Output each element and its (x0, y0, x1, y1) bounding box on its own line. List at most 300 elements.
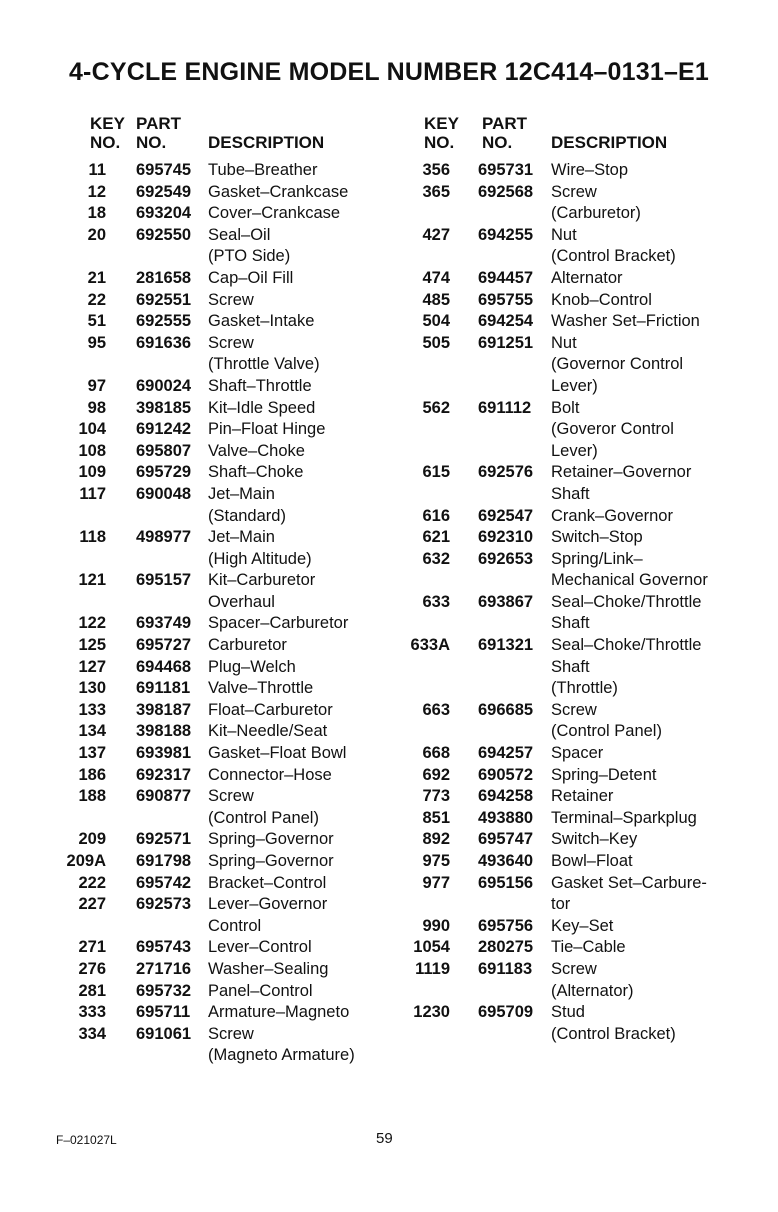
part-number: 691636 (136, 333, 192, 352)
parts-row (60, 765, 390, 787)
parts-row (396, 203, 736, 225)
key-number: 356 (422, 161, 450, 179)
parts-row (396, 786, 736, 808)
parts-row (396, 981, 736, 1003)
part-description: (Control Bracket) (551, 1024, 676, 1043)
part-description: Float–Carburetor (208, 700, 333, 719)
part-description: Shaft–Throttle (208, 376, 312, 395)
part-number: 695756 (478, 916, 534, 935)
part-number: 695732 (136, 981, 192, 1000)
part-description: (Control Bracket) (551, 247, 676, 266)
part-no-header: NO. (482, 133, 513, 152)
parts-row (60, 441, 390, 463)
key-number: 333 (78, 1003, 106, 1022)
part-description: Washer–Sealing (208, 959, 329, 978)
parts-row (60, 203, 390, 225)
part-description: (Throttle Valve) (208, 355, 320, 374)
parts-row (396, 743, 736, 765)
part-number: 695157 (136, 571, 192, 590)
part-description: Connector–Hose (208, 765, 332, 784)
parts-row (60, 333, 390, 355)
parts-row (60, 894, 390, 916)
parts-row (396, 484, 736, 506)
key-number: 118 (79, 528, 106, 547)
parts-row (60, 808, 390, 830)
part-description: (Throttle) (551, 679, 618, 698)
key-number: 125 (78, 636, 106, 655)
key-number: 365 (422, 182, 450, 201)
key-number: 271 (78, 938, 106, 957)
part-header: PART (482, 114, 528, 133)
key-number: 562 (422, 398, 450, 417)
key-number: 892 (422, 830, 450, 849)
parts-row (60, 570, 390, 592)
part-description: Nut (551, 225, 577, 244)
part-number: 691181 (136, 679, 191, 698)
part-number: 691251 (478, 333, 534, 352)
key-number: 134 (78, 722, 106, 741)
key-number: 51 (87, 312, 106, 331)
key-number: 95 (87, 333, 106, 352)
key-number: 130 (78, 679, 106, 698)
part-number: 692549 (136, 182, 192, 201)
part-header: PART (136, 114, 182, 133)
key-number: 109 (78, 463, 106, 482)
key-number: 990 (422, 916, 450, 935)
parts-row (396, 354, 736, 376)
part-description: Overhaul (208, 592, 275, 611)
parts-row (396, 765, 736, 787)
part-description: Gasket–Intake (208, 312, 315, 331)
parts-row (396, 1024, 736, 1046)
parts-row (60, 613, 390, 635)
parts-row (60, 829, 390, 851)
part-number: 691242 (136, 420, 192, 439)
parts-row (396, 160, 736, 182)
part-number: 690048 (136, 484, 192, 503)
key-number: 505 (422, 333, 450, 352)
parts-row (60, 657, 390, 679)
part-description: Screw (551, 959, 597, 978)
part-description: Pin–Float Hinge (208, 420, 326, 439)
part-number: 280275 (478, 938, 534, 957)
parts-row (396, 700, 736, 722)
part-number: 695755 (478, 290, 534, 309)
part-description: Screw (208, 787, 254, 806)
part-no-header: NO. (136, 133, 167, 152)
part-number: 692653 (478, 549, 534, 568)
key-number: 137 (78, 744, 106, 763)
part-number: 691061 (136, 1024, 192, 1043)
key-number: 22 (87, 290, 106, 309)
parts-row (396, 678, 736, 700)
key-number: 20 (87, 225, 106, 244)
part-number: 692568 (478, 182, 534, 201)
part-description: Screw (551, 700, 597, 719)
parts-row (396, 873, 736, 895)
part-description: Spring–Governor (208, 852, 334, 870)
part-description: Mechanical Governor (551, 571, 708, 590)
part-number: 398185 (136, 398, 192, 417)
part-description: Seal–Choke/Throttle (551, 592, 702, 611)
part-description: Lever–Governor (208, 895, 328, 914)
part-description: Switch–Stop (551, 528, 643, 547)
parts-row (60, 1045, 390, 1067)
parts-row (396, 592, 736, 614)
part-description: Nut (551, 333, 577, 352)
parts-row (396, 894, 736, 916)
part-number: 692550 (136, 225, 192, 244)
key-number: 773 (422, 787, 450, 806)
part-description: Spring/Link– (551, 549, 643, 568)
part-description: Stud (551, 1003, 585, 1022)
key-header: KEY (90, 114, 125, 133)
part-number: 691798 (136, 852, 192, 870)
part-description: Switch–Key (551, 830, 638, 849)
part-description: Bolt (551, 398, 580, 417)
part-description: Retainer (551, 787, 614, 806)
part-description: (Magneto Armature) (208, 1046, 355, 1065)
part-description: Shaft (551, 484, 590, 503)
part-number: 281658 (136, 268, 192, 287)
part-description: Bracket–Control (208, 873, 327, 892)
part-description: Cover–Crankcase (208, 204, 341, 223)
parts-row (396, 916, 736, 938)
key-number: 615 (422, 463, 450, 482)
part-number: 695743 (136, 938, 192, 957)
part-description: Seal–Oil (208, 225, 271, 244)
parts-row (396, 376, 736, 398)
parts-row (60, 419, 390, 441)
part-description: Key–Set (551, 916, 614, 935)
key-number: 1119 (415, 959, 450, 978)
part-description: (PTO Side) (208, 247, 291, 266)
column-header (60, 114, 390, 160)
part-description: Lever) (551, 376, 598, 395)
parts-row (60, 354, 390, 376)
key-number: 504 (422, 312, 450, 331)
parts-row (396, 1002, 736, 1024)
parts-row (60, 1002, 390, 1024)
part-description: Retainer–Governor (551, 463, 692, 482)
parts-row (396, 311, 736, 333)
part-number: 695747 (478, 830, 534, 849)
key-number: 21 (87, 268, 106, 287)
parts-row (396, 721, 736, 743)
part-description: (Governor Control (551, 355, 684, 374)
description-header: DESCRIPTION (551, 133, 668, 152)
part-number: 695156 (478, 873, 534, 892)
part-number: 695745 (136, 161, 192, 179)
key-number: 692 (422, 765, 450, 784)
parts-row (60, 290, 390, 312)
parts-row (60, 700, 390, 722)
part-description: Knob–Control (551, 290, 652, 309)
parts-row (60, 506, 390, 528)
part-description: Terminal–Sparkplug (551, 808, 697, 827)
part-number: 695742 (136, 873, 192, 892)
key-header: KEY (424, 114, 459, 133)
column-header (396, 114, 736, 160)
part-description: Gasket–Crankcase (208, 182, 349, 201)
key-number: 427 (422, 225, 450, 244)
parts-row (60, 160, 390, 182)
part-number: 692317 (136, 765, 192, 784)
parts-row (396, 225, 736, 247)
key-number: 18 (87, 204, 106, 223)
parts-column-right (396, 114, 736, 1045)
parts-row (396, 290, 736, 312)
part-description: (Alternator) (551, 981, 634, 1000)
parts-row (396, 959, 736, 981)
part-description: Screw (208, 1024, 254, 1043)
part-description: Screw (208, 333, 254, 352)
parts-row (60, 743, 390, 765)
part-number: 690572 (478, 765, 534, 784)
parts-row (396, 851, 736, 873)
part-number: 695807 (136, 441, 192, 460)
part-description: Shaft–Choke (208, 463, 304, 482)
parts-row (60, 398, 390, 420)
parts-row (60, 549, 390, 571)
key-number: 616 (422, 506, 450, 525)
part-number: 693867 (478, 592, 534, 611)
key-number: 276 (78, 959, 106, 978)
key-number: 668 (422, 744, 450, 763)
parts-row (396, 829, 736, 851)
part-number: 694254 (478, 312, 534, 331)
parts-list-left (60, 160, 390, 1067)
key-number: 977 (422, 873, 450, 892)
key-number: 851 (422, 808, 450, 827)
key-number: 663 (422, 700, 450, 719)
parts-row (396, 549, 736, 571)
parts-row (60, 462, 390, 484)
parts-row (60, 937, 390, 959)
part-number: 493640 (478, 852, 534, 870)
key-number: 474 (422, 268, 450, 287)
key-number: 633A (410, 636, 450, 655)
part-number: 696685 (478, 700, 534, 719)
parts-row (60, 635, 390, 657)
part-description: Tube–Breather (208, 161, 318, 179)
parts-row (60, 182, 390, 204)
part-number: 694468 (136, 657, 192, 676)
key-number: 133 (78, 700, 106, 719)
parts-row (60, 959, 390, 981)
key-number: 127 (78, 657, 106, 676)
parts-row (60, 786, 390, 808)
key-number: 97 (87, 376, 106, 395)
key-number: 633 (422, 592, 450, 611)
part-number: 695729 (136, 463, 192, 482)
parts-row (60, 678, 390, 700)
key-number: 1054 (413, 938, 450, 957)
parts-row (60, 484, 390, 506)
part-number: 694257 (478, 744, 534, 763)
part-description: Shaft (551, 657, 590, 676)
part-number: 695709 (478, 1003, 534, 1022)
part-number: 695731 (478, 161, 534, 179)
key-no-header: NO. (90, 133, 121, 152)
parts-row (396, 441, 736, 463)
key-number: 98 (87, 398, 106, 417)
part-number: 398188 (136, 722, 192, 741)
parts-row (396, 937, 736, 959)
parts-row (60, 721, 390, 743)
part-description: Screw (551, 182, 597, 201)
part-description: Seal–Choke/Throttle (551, 636, 702, 655)
part-description: Panel–Control (208, 981, 313, 1000)
part-description: Armature–Magneto (208, 1003, 350, 1022)
part-description: Kit–Needle/Seat (208, 722, 328, 741)
part-description: Crank–Governor (551, 506, 673, 525)
part-description: Cap–Oil Fill (208, 268, 294, 287)
part-description: (Standard) (208, 506, 286, 525)
key-no-header: NO. (424, 133, 455, 152)
key-number: 209 (78, 830, 106, 849)
parts-row (396, 462, 736, 484)
part-description: Shaft (551, 614, 590, 633)
parts-row (60, 851, 390, 873)
part-description: Valve–Choke (208, 441, 305, 460)
part-number: 692571 (136, 830, 192, 849)
part-number: 498977 (136, 528, 192, 547)
key-number: 188 (78, 787, 106, 806)
parts-row (396, 506, 736, 528)
key-number: 281 (78, 981, 106, 1000)
parts-row (396, 613, 736, 635)
part-description: Lever–Control (208, 938, 312, 957)
page-title: 4-CYCLE ENGINE MODEL NUMBER 12C414–0131–E1 (68, 58, 710, 86)
part-number: 271716 (136, 959, 192, 978)
parts-column-left (60, 114, 390, 1067)
part-number: 691321 (478, 636, 534, 655)
parts-row (60, 981, 390, 1003)
key-number: 222 (78, 873, 106, 892)
part-description: Screw (208, 290, 254, 309)
part-description: (Control Panel) (208, 808, 319, 827)
part-number: 694457 (478, 268, 534, 287)
part-description: Spring–Governor (208, 830, 334, 849)
key-number: 1230 (413, 1003, 450, 1022)
part-number: 694258 (478, 787, 534, 806)
part-description: Washer Set–Friction (551, 312, 700, 331)
parts-row (60, 592, 390, 614)
part-description: Spacer (551, 744, 604, 763)
key-number: 104 (78, 420, 106, 439)
parts-row (396, 268, 736, 290)
part-description: Tie–Cable (551, 938, 626, 957)
part-description: Wire–Stop (551, 161, 629, 179)
parts-row (60, 1024, 390, 1046)
parts-row (396, 333, 736, 355)
part-number: 695711 (136, 1003, 191, 1022)
part-description: (Control Panel) (551, 722, 662, 741)
part-description: Gasket Set–Carbure- (551, 873, 707, 892)
parts-row (60, 527, 390, 549)
parts-row (60, 873, 390, 895)
part-number: 693749 (136, 614, 192, 633)
part-number: 692573 (136, 895, 192, 914)
parts-row (396, 246, 736, 268)
part-number: 692310 (478, 528, 534, 547)
key-number: 121 (78, 571, 106, 590)
key-number: 227 (78, 895, 106, 914)
part-number: 694255 (478, 225, 534, 244)
part-description: Kit–Idle Speed (208, 398, 316, 417)
parts-row (396, 657, 736, 679)
part-number: 398187 (136, 700, 192, 719)
page-number: 59 (376, 1130, 393, 1147)
key-number: 108 (78, 441, 106, 460)
part-description: tor (551, 895, 571, 914)
part-number: 692551 (136, 290, 192, 309)
parts-list-right (396, 160, 736, 1045)
key-number: 975 (422, 852, 450, 870)
part-description: (Carburetor) (551, 204, 641, 223)
part-description: Bowl–Float (551, 852, 633, 870)
part-description: Jet–Main (208, 528, 275, 547)
key-number: 621 (422, 528, 450, 547)
part-description: Alternator (551, 268, 623, 287)
part-description: Lever) (551, 441, 598, 460)
parts-row (396, 182, 736, 204)
key-number: 186 (78, 765, 106, 784)
key-number: 485 (422, 290, 450, 309)
part-description: Plug–Welch (208, 657, 296, 676)
part-description: Control (208, 916, 262, 935)
parts-row (396, 419, 736, 441)
part-number: 693204 (136, 204, 192, 223)
part-description: (Goveror Control (551, 420, 674, 439)
description-header: DESCRIPTION (208, 133, 325, 152)
parts-row (60, 376, 390, 398)
part-description: Jet–Main (208, 484, 275, 503)
parts-row (60, 268, 390, 290)
parts-row (396, 635, 736, 657)
part-number: 693981 (136, 744, 192, 763)
part-number: 493880 (478, 808, 534, 827)
key-number: 122 (78, 614, 106, 633)
parts-row (396, 570, 736, 592)
key-number: 209A (66, 852, 106, 870)
parts-row (396, 808, 736, 830)
key-number: 11 (88, 161, 106, 179)
part-description: Valve–Throttle (208, 679, 314, 698)
parts-row (396, 398, 736, 420)
parts-row (60, 225, 390, 247)
part-number: 691183 (478, 959, 533, 978)
key-number: 12 (87, 182, 106, 201)
part-description: Carburetor (208, 636, 287, 655)
part-number: 692547 (478, 506, 534, 525)
part-description: Spring–Detent (551, 765, 657, 784)
parts-row (60, 916, 390, 938)
parts-row (60, 311, 390, 333)
part-number: 690877 (136, 787, 192, 806)
parts-row (396, 527, 736, 549)
part-number: 695727 (136, 636, 192, 655)
part-number: 692555 (136, 312, 192, 331)
part-description: Gasket–Float Bowl (208, 744, 347, 763)
part-number: 690024 (136, 376, 192, 395)
part-number: 692576 (478, 463, 534, 482)
part-description: Spacer–Carburetor (208, 614, 349, 633)
key-number: 334 (78, 1024, 106, 1043)
key-number: 117 (79, 484, 106, 503)
part-description: Kit–Carburetor (208, 571, 316, 590)
